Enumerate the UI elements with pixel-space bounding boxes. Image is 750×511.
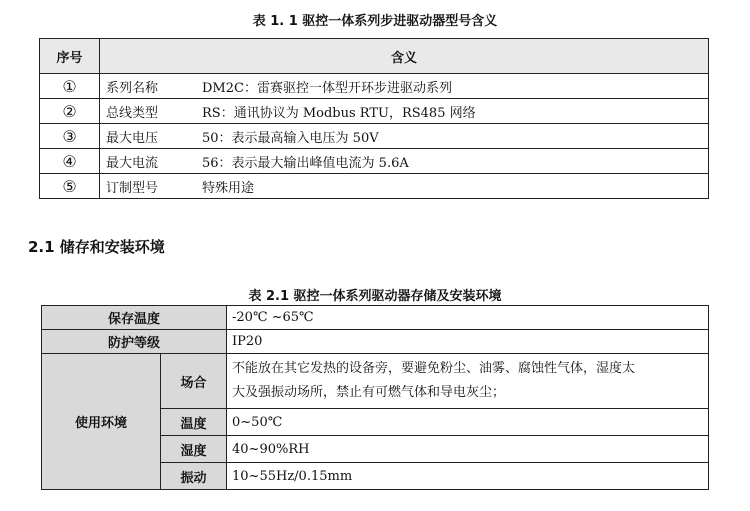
row-desc: RS：通讯协议为 Modbus RTU，RS485 网络 — [202, 105, 476, 121]
table1-caption: 表 1. 1 驱控一体系列步进驱动器型号含义 — [252, 14, 498, 29]
row-desc: 50：表示最高输入电压为 50V — [202, 130, 379, 146]
place-value — [227, 354, 709, 409]
row-desc: 特殊用途 — [202, 180, 255, 196]
table-row — [40, 174, 709, 199]
table2-caption: 表 2.1 驱控一体系列驱动器存储及安装环境 — [248, 289, 502, 304]
header-index: 序号 — [40, 39, 100, 74]
protection-value: IP20 — [227, 330, 709, 354]
table-row — [42, 306, 709, 330]
env-label: 使用环境 — [42, 354, 161, 490]
storage-temp-value: -20℃ ~65℃ — [227, 306, 709, 330]
row-index: ④ — [40, 149, 100, 174]
table-row — [40, 99, 709, 124]
environment-table — [41, 305, 709, 490]
row-field: 系列名称 — [106, 80, 159, 96]
model-meaning-table — [39, 38, 709, 199]
temp-value: 0~50℃ — [227, 409, 709, 436]
row-index: ⑤ — [40, 174, 100, 199]
row-field: 最大电流 — [106, 155, 159, 171]
table-row — [40, 74, 709, 99]
row-index: ③ — [40, 124, 100, 149]
table-row — [42, 330, 709, 354]
row-index: ② — [40, 99, 100, 124]
row-desc: DM2C：雷赛驱控一体型开环步进驱动系列 — [202, 80, 452, 96]
table-row — [42, 354, 709, 409]
place-label: 场合 — [161, 354, 227, 409]
section-heading: 2.1 储存和安装环境 — [28, 238, 165, 256]
header-meaning: 含义 — [100, 39, 709, 74]
row-content — [100, 74, 709, 99]
place-line-1: 不能放在其它发热的设备旁，要避免粉尘、油雾、腐蚀性气体，湿度太 — [232, 361, 636, 376]
place-line-2: 大及强振动场所，禁止有可燃气体和导电灰尘； — [232, 385, 506, 400]
table-row — [40, 149, 709, 174]
row-content — [100, 174, 709, 199]
protection-label: 防护等级 — [42, 330, 227, 354]
row-content — [100, 149, 709, 174]
vibration-value: 10~55Hz/0.15mm — [227, 463, 709, 490]
row-desc: 56：表示最大输出峰值电流为 5.6A — [202, 155, 409, 171]
table-header-row — [40, 39, 709, 74]
row-field: 订制型号 — [106, 180, 159, 196]
temp-label: 温度 — [161, 409, 227, 436]
humidity-value: 40~90%RH — [227, 436, 709, 463]
table-row — [40, 124, 709, 149]
row-index: ① — [40, 74, 100, 99]
row-field: 最大电压 — [106, 130, 159, 146]
row-content — [100, 124, 709, 149]
storage-temp-label: 保存温度 — [42, 306, 227, 330]
humidity-label: 湿度 — [161, 436, 227, 463]
vibration-label: 振动 — [161, 463, 227, 490]
row-content — [100, 99, 709, 124]
row-field: 总线类型 — [106, 105, 159, 121]
